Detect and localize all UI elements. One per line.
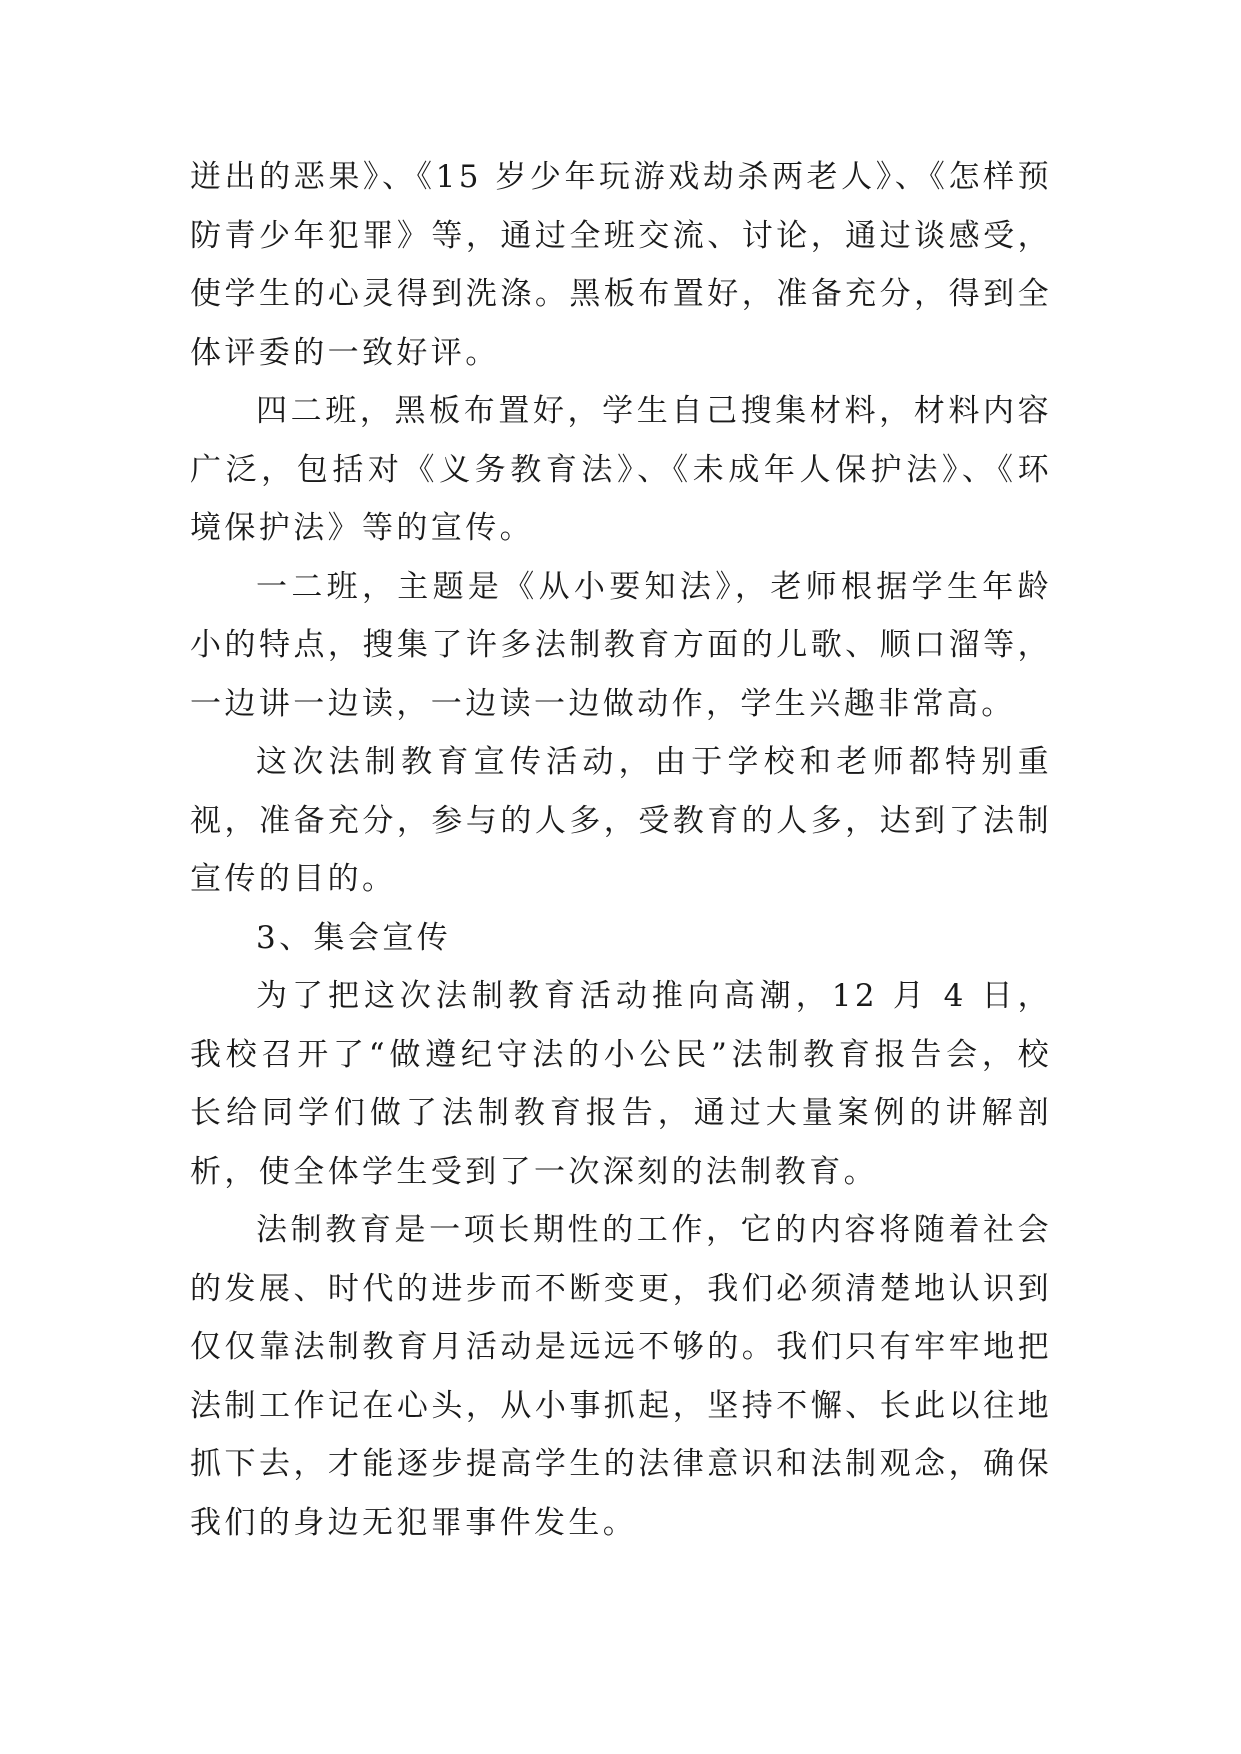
paragraph-5: 为了把这次法制教育活动推向高潮，12 月 4 日，我校召开了“做遵纪守法的小公民”法制教育报告会，校长给同学们做了法制教育报告，通过大量案例的讲解剖析，使全体学生受到了一次深刻的法制教育。 — [190, 978, 1052, 1190]
section-heading: 3、集会宣传 — [256, 919, 452, 956]
paragraph-6: 法制教育是一项长期性的工作，它的内容将随着社会的发展、时代的进步而不断变更，我们必须清楚地认识到仅仅靠法制教育月活动是远远不够的。我们只有牢牢地把法制工作记在心头，从小事抓起，坚持不懈、长此以往地抓下去，才能逐步提高学生的法律意识和法制观念，确保我们的身边无犯罪事件发生。 — [190, 1212, 1052, 1541]
paragraph-2: 四二班，黑板布置好，学生自己搜集材料，材料内容广泛，包括对《义务教育法》、《未成年人保护法》、《环境保护法》等的宣传。 — [190, 393, 1052, 546]
paragraph-4: 这次法制教育宣传活动，由于学校和老师都特别重视，准备充分，参与的人多，受教育的人多，达到了法制宣传的目的。 — [190, 744, 1052, 897]
paragraph-1: 迸出的恶果》、《15 岁少年玩游戏劫杀两老人》、《怎样预防青少年犯罪》等，通过全班交流、讨论，通过谈感受，使学生的心灵得到洗涤。黑板布置好，准备充分，得到全体评委的一致好评。 — [190, 159, 1052, 371]
document-body — [190, 148, 1052, 1552]
paragraph-3: 一二班，主题是《从小要知法》，老师根据学生年龄小的特点，搜集了许多法制教育方面的儿歌、顺口溜等，一边讲一边读，一边读一边做动作，学生兴趣非常高。 — [190, 568, 1052, 722]
